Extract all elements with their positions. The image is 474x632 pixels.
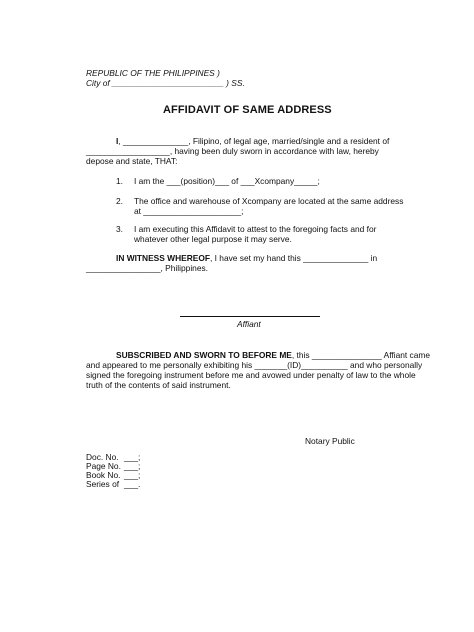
- series-of-label: Series of: [86, 479, 120, 489]
- intro-line-1: [116, 136, 417, 146]
- item-3-text-1: I am executing this Affidavit to attest to the foregoing facts and for: [134, 224, 377, 234]
- item-1-number: 1.: [116, 176, 123, 186]
- affiant-label: Affiant: [237, 319, 261, 329]
- jurat-line-4: truth of the contents of said instrument.: [86, 380, 231, 390]
- item-3-number: 3.: [116, 224, 123, 234]
- series-of-value: ___.: [124, 479, 141, 489]
- item-2-number: 2.: [116, 196, 123, 206]
- jurat-line-1: [116, 350, 430, 360]
- witness-line-2: ________________, Philippines.: [86, 263, 209, 273]
- book-no-value: ___;: [124, 470, 141, 480]
- item-1-text: I am the ___(position)___ of ___Xcompany_____;: [134, 176, 320, 186]
- jurat-text-1: , this _______________ Affiant came: [291, 350, 431, 360]
- header-republic: REPUBLIC OF THE PHILIPPINES ): [86, 68, 220, 78]
- witness-text-1: , I have set my hand this ______________ in: [210, 253, 378, 263]
- page-no-label: Page No.: [86, 461, 121, 471]
- book-no-label: Book No.: [86, 470, 121, 480]
- intro-line-2: __________________, having been duly sworn in accordance with law, hereby: [86, 146, 379, 156]
- item-2-text-2: at _____________________;: [134, 206, 244, 216]
- doc-no-label: Doc. No.: [86, 452, 119, 462]
- jurat-line-2: and appeared to me personally exhibiting his _______(ID)__________ and who personally: [86, 360, 423, 370]
- witness-lead: IN WITNESS WHEREOF: [116, 253, 210, 263]
- affiant-signature-line: [180, 316, 320, 317]
- intro-text-1: , ______________, Filipino, of legal age, married/single and a resident of: [118, 136, 390, 146]
- header-city: City of ________________________ ) SS.: [86, 78, 245, 88]
- item-3-text-2: whatever other legal purpose it may serve.: [134, 234, 292, 244]
- notary-public-label: Notary Public: [305, 436, 355, 446]
- witness-line-1: [116, 253, 377, 263]
- page-title: AFFIDAVIT OF SAME ADDRESS: [163, 104, 332, 116]
- item-2-text-1: The office and warehouse of Xcompany are located at the same address: [134, 196, 404, 206]
- doc-no-value: ___;: [124, 452, 141, 462]
- intro-line-3: depose and state, THAT:: [86, 156, 178, 166]
- jurat-line-3: signed the foregoing instrument before me and avowed under penalty of law to the whole: [86, 370, 416, 380]
- page-no-value: ___;: [124, 461, 141, 471]
- intro-lead: I: [116, 136, 119, 146]
- jurat-lead: SUBSCRIBED AND SWORN TO BEFORE ME: [116, 350, 292, 360]
